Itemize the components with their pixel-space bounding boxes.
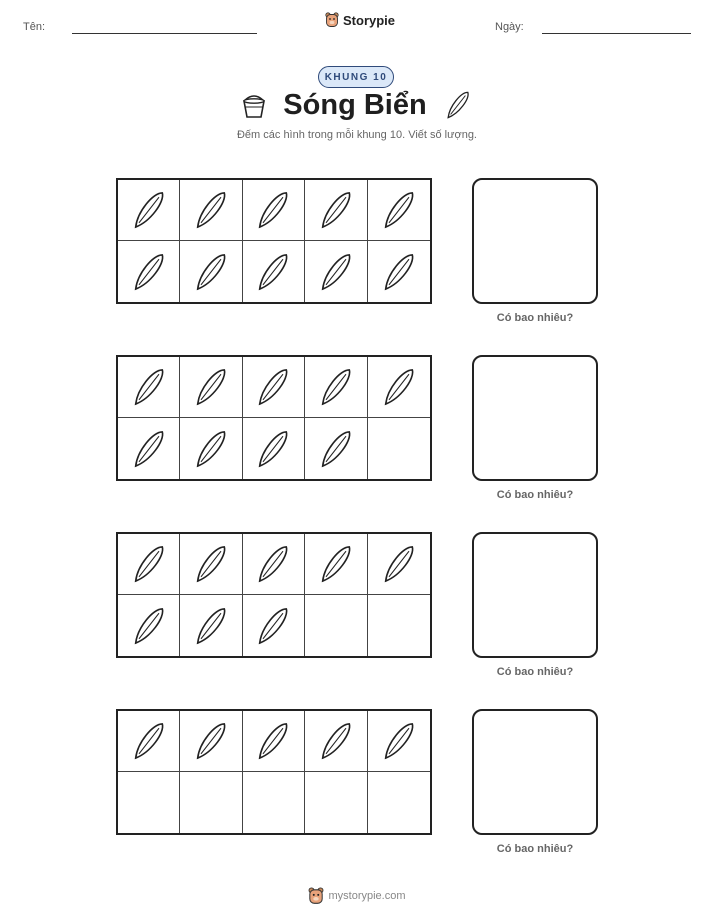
name-label: Tên: — [23, 21, 46, 33]
ten-frame-cell — [180, 772, 242, 833]
ten-frame-cell — [180, 711, 242, 772]
surfboard-icon — [126, 426, 172, 472]
question-label: Có bao nhiêu? — [496, 312, 574, 324]
surfboard-icon — [188, 718, 234, 764]
surfboard-icon — [126, 718, 172, 764]
answer-box[interactable] — [472, 532, 598, 658]
ten-frame-cell — [118, 241, 180, 302]
ten-frame-cell — [305, 357, 367, 418]
ten-frame-cell — [368, 180, 430, 241]
ten-frame-cell — [305, 534, 367, 595]
title-row — [0, 88, 714, 122]
surfboard-icon — [313, 187, 359, 233]
bear-logo-icon — [325, 12, 339, 28]
ten-frame — [116, 355, 432, 481]
surfboard-icon — [188, 603, 234, 649]
ten-frame-cell — [180, 595, 242, 656]
surfboard-icon — [313, 426, 359, 472]
ten-frame-cell — [368, 534, 430, 595]
ten-frame — [116, 709, 432, 835]
question-label: Có bao nhiêu? — [496, 666, 574, 678]
ten-frame — [116, 178, 432, 304]
surfboard-icon — [376, 249, 422, 295]
footer-url: mystorypie.com — [328, 890, 406, 902]
surfboard-icon — [126, 603, 172, 649]
ten-frame-cell — [305, 595, 367, 656]
surfboard-icon — [126, 364, 172, 410]
ten-frame-cell — [305, 241, 367, 302]
instructions: Đếm các hình trong mỗi khung 10. Viết số lượng. — [236, 129, 477, 141]
ten-frame-cell — [118, 595, 180, 656]
surfboard-icon — [188, 426, 234, 472]
ten-frame-cell — [180, 180, 242, 241]
date-line[interactable] — [542, 33, 691, 34]
surfboard-icon — [376, 718, 422, 764]
surfboard-icon — [250, 426, 296, 472]
ten-frame-cell — [118, 534, 180, 595]
surfboard-icon — [188, 187, 234, 233]
date-label: Ngày: — [495, 21, 524, 33]
surfboard-icon — [376, 364, 422, 410]
bear-logo-icon — [308, 887, 324, 905]
surfboard-icon — [188, 249, 234, 295]
surfboard-icon — [250, 603, 296, 649]
question-label: Có bao nhiêu? — [496, 489, 574, 501]
footer — [0, 887, 714, 905]
surfboard-icon — [313, 249, 359, 295]
ten-frame-cell — [305, 418, 367, 479]
ten-frame-cell — [118, 772, 180, 833]
surfboard-icon — [126, 541, 172, 587]
ten-frame-cell — [243, 241, 305, 302]
ten-frame-cell — [180, 418, 242, 479]
ten-frame-cell — [243, 772, 305, 833]
surfboard-icon — [441, 88, 475, 122]
surfboard-icon — [250, 541, 296, 587]
ten-frame-cell — [243, 418, 305, 479]
surfboard-icon — [188, 364, 234, 410]
answer-box[interactable] — [472, 178, 598, 304]
worksheet-badge: KHUNG 10 — [318, 66, 394, 88]
brand-logo — [325, 12, 395, 28]
ten-frame-cell — [180, 241, 242, 302]
ten-frame-cell — [305, 711, 367, 772]
ten-frame-cell — [368, 711, 430, 772]
surfboard-icon — [250, 187, 296, 233]
ten-frame-cell — [305, 772, 367, 833]
ten-frame — [116, 532, 432, 658]
brand-name: Storypie — [343, 12, 396, 28]
surfboard-icon — [250, 249, 296, 295]
question-label: Có bao nhiêu? — [496, 843, 574, 855]
surfboard-icon — [250, 364, 296, 410]
ten-frame-cell — [118, 180, 180, 241]
answer-box[interactable] — [472, 355, 598, 481]
ten-frame-cell — [243, 357, 305, 418]
surfboard-icon — [126, 249, 172, 295]
ten-frame-cell — [368, 241, 430, 302]
ten-frame-cell — [368, 418, 430, 479]
ten-frame-cell — [180, 534, 242, 595]
surfboard-icon — [313, 541, 359, 587]
surfboard-icon — [313, 364, 359, 410]
surfboard-icon — [250, 718, 296, 764]
ten-frame-cell — [305, 180, 367, 241]
ten-frame-cell — [368, 595, 430, 656]
ten-frame-cell — [118, 711, 180, 772]
surfboard-icon — [313, 718, 359, 764]
surfboard-icon — [126, 187, 172, 233]
surfboard-icon — [188, 541, 234, 587]
ten-frame-cell — [243, 711, 305, 772]
ten-frame-cell — [118, 357, 180, 418]
ten-frame-cell — [368, 357, 430, 418]
ten-frame-cell — [180, 357, 242, 418]
ten-frame-cell — [243, 595, 305, 656]
surfboard-icon — [376, 541, 422, 587]
surfboard-icon — [376, 187, 422, 233]
ten-frame-cell — [243, 534, 305, 595]
ten-frame-cell — [243, 180, 305, 241]
name-line[interactable] — [72, 33, 257, 34]
ten-frame-cell — [368, 772, 430, 833]
bucket-icon — [239, 90, 269, 120]
page-title: Sóng Biển — [283, 88, 427, 121]
ten-frame-cell — [118, 418, 180, 479]
answer-box[interactable] — [472, 709, 598, 835]
